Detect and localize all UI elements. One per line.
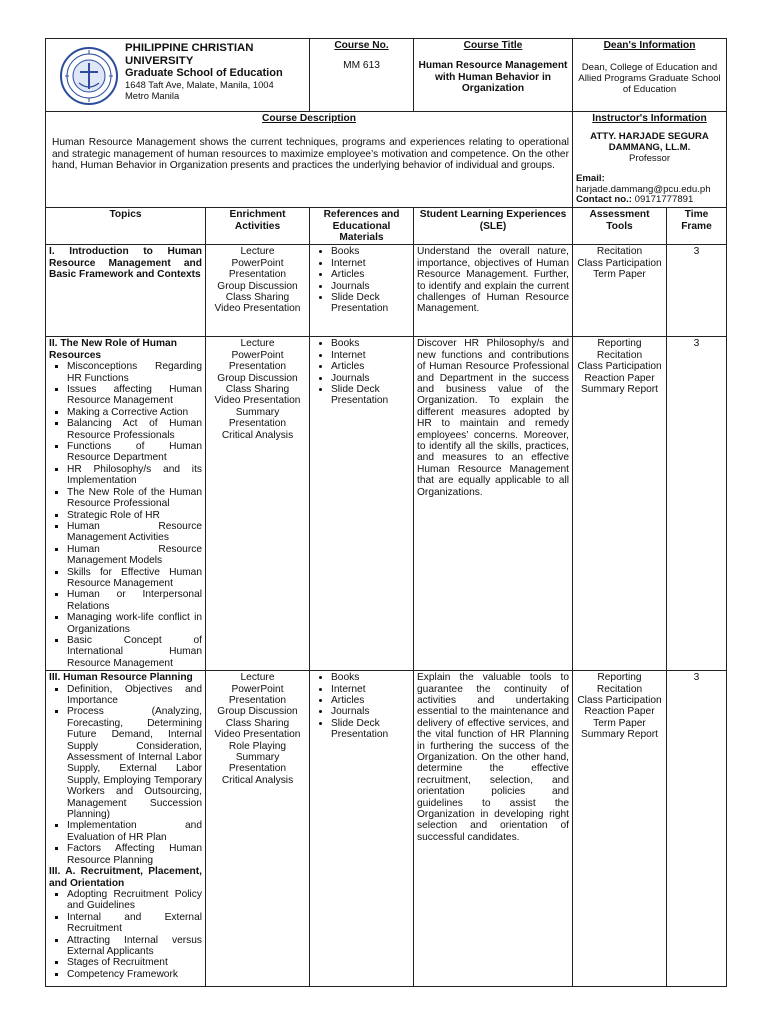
description-text: Human Resource Management shows the current techniques, programs and experiences relating to operational and strategic management of human resources to maximize employee’s motivation and competence. On the other hand, Human Behavior in Organization presents and practices the underlying behavior of individual and groups. bbox=[52, 137, 569, 172]
sle-text: Understand the overall nature, importance, objectives of Human Resource Management. Further, to identify and explain the current challenges of Human Resource Management. bbox=[414, 245, 573, 337]
col-topics: Topics bbox=[46, 208, 206, 245]
list-item: ▪ Skills for Effective Human Resource Management bbox=[67, 567, 202, 590]
list-item: PowerPoint Presentation bbox=[228, 257, 287, 281]
col-assessment: Assessment Tools bbox=[573, 208, 667, 245]
list-item: Reaction Paper bbox=[584, 706, 655, 718]
list-item: • Slide Deck Presentation bbox=[331, 718, 410, 741]
instructor-name: ATTY. HARJADE SEGURA DAMMANG, LL.M. bbox=[590, 131, 709, 154]
list-item: • Internet bbox=[331, 350, 410, 361]
dean-info: Dean, College of Education and Allied Programs Graduate School of Education bbox=[578, 62, 721, 95]
list-item: • Internet bbox=[331, 684, 410, 695]
list-item: • Slide Deck Presentation bbox=[331, 384, 410, 407]
list-item: Lecture bbox=[240, 246, 275, 258]
course-no-cell bbox=[310, 39, 414, 112]
dean-cell bbox=[573, 39, 727, 112]
list-item: Class Participation bbox=[577, 257, 662, 269]
list-item: Lecture bbox=[240, 338, 275, 350]
school-name: Graduate School of Education bbox=[125, 67, 283, 79]
assessment-list bbox=[573, 245, 667, 337]
list-item: ▪ HR Philosophy/s and its Implementation bbox=[67, 464, 202, 487]
description-cell bbox=[46, 112, 573, 208]
list-item: ▪ Adopting Recruitment Policy and Guidelines bbox=[67, 889, 202, 912]
list-item: Critical Analysis bbox=[221, 429, 294, 441]
time-frame: 3 bbox=[667, 671, 727, 987]
col-references: References and Educational Materials bbox=[310, 208, 414, 245]
list-item: Class Sharing bbox=[225, 292, 290, 304]
sle-text: Discover HR Philosophy/s and new functions and contributions of Human Resource Professional and Department in the success and business value of the Organization. To explain the different measures adopted by HR to maintain and remedy employees’ concerns. Moreover, to identify all the skills, practices, and measures to an effective Human Resource Management that are equally applicable to all Organizations. bbox=[414, 337, 573, 671]
list-item: Reporting bbox=[597, 338, 642, 350]
course-title-label: Course Title bbox=[463, 40, 523, 51]
list-item: • Articles bbox=[331, 695, 410, 706]
time-frame: 3 bbox=[667, 245, 727, 337]
university-cell bbox=[46, 39, 310, 112]
list-item: Term Paper bbox=[593, 717, 646, 729]
list-item: Video Presentation bbox=[214, 729, 301, 741]
list-item: ▪ Balancing Act of Human Resource Professionals bbox=[67, 418, 202, 441]
list-item: Video Presentation bbox=[214, 395, 301, 407]
list-item: Group Discussion bbox=[217, 706, 298, 718]
email-label: Email: bbox=[576, 172, 605, 184]
topic-cell bbox=[46, 671, 206, 987]
list-item: Summary Presentation bbox=[228, 406, 287, 430]
list-item: Recitation bbox=[596, 349, 643, 361]
topic-cell bbox=[46, 337, 206, 671]
list-item: ▪ Functions of Human Resource Department bbox=[67, 441, 202, 464]
list-item: Class Sharing bbox=[225, 717, 290, 729]
enrichment-list bbox=[206, 337, 310, 671]
list-item: • Articles bbox=[331, 361, 410, 372]
references-list bbox=[310, 245, 414, 337]
list-item: ▪ Human or Interpersonal Relations bbox=[67, 589, 202, 612]
list-item: Summary Presentation bbox=[228, 752, 287, 775]
list-item: Summary Report bbox=[581, 729, 658, 741]
dean-label: Dean's Information bbox=[603, 40, 696, 51]
course-title: Human Resource Management with Human Behavior in Organization bbox=[418, 60, 568, 95]
list-item: ▪ Strategic Role of HR bbox=[67, 510, 202, 521]
list-item: Reaction Paper bbox=[584, 372, 655, 384]
instructor-email: harjade.dammang@pcu.edu.ph bbox=[576, 183, 711, 195]
list-item: • Books bbox=[331, 338, 410, 349]
university-seal-icon bbox=[59, 46, 119, 106]
topic-title: II. The New Role of Human Resources bbox=[49, 338, 177, 361]
topic-title: I. Introduction to Human Resource Management and Basic Framework and Contexts bbox=[46, 245, 206, 337]
list-item: ▪ Managing work-life conflict in Organizations bbox=[67, 612, 202, 635]
list-item: • Books bbox=[331, 672, 410, 683]
list-item: Critical Analysis bbox=[221, 774, 294, 786]
description-row bbox=[46, 112, 727, 208]
list-item: ▪ The New Role of the Human Resource Professional bbox=[67, 487, 202, 510]
list-item: ▪ Factors Affecting Human Resource Planning bbox=[67, 843, 202, 866]
address-line-1: 1648 Taft Ave, Malate, Manila, 1004 bbox=[125, 79, 274, 90]
list-item: • Books bbox=[331, 246, 410, 257]
table-row bbox=[46, 671, 727, 987]
sle-text: Explain the valuable tools to guarantee the continuity of activities and undertaking essential to the maintenance and delivery of effective services, and the vital function of HR Planning in furthering the success of the Organization. On the other hand, determine the effective recruitment, selection, and orientation policies and guidelines to assist the Organization in developing right selection and orientation of successful candidates. bbox=[414, 671, 573, 987]
university-name: PHILIPPINE CHRISTIAN UNIVERSITY bbox=[125, 42, 254, 67]
enrichment-list bbox=[206, 671, 310, 987]
list-item: Role Playing bbox=[228, 740, 287, 752]
col-sle: Student Learning Experiences (SLE) bbox=[414, 208, 573, 245]
list-item: ▪ Stages of Recruitment bbox=[67, 957, 202, 968]
topic-title-b: III. A. Recruitment, Placement, and Orientation bbox=[49, 866, 202, 889]
list-item: • Internet bbox=[331, 258, 410, 269]
list-item: PowerPoint Presentation bbox=[228, 683, 287, 706]
list-item: Class Participation bbox=[577, 695, 662, 706]
list-item: Summary Report bbox=[581, 384, 658, 396]
list-item: ▪ Making a Corrective Action bbox=[67, 407, 202, 418]
list-item: ▪ Process (Analyzing, Forecasting, Determining Future Demand, Internal Supply Consideration, Assessment of Internal Labor Supply, External Labor Supply, Employing Temporary Workers and Outsourcing, Management Succession Planning) bbox=[67, 706, 202, 820]
list-item: ▪ Definition, Objectives and Importance bbox=[67, 684, 202, 707]
list-item: Video Presentation bbox=[214, 303, 301, 315]
list-item: Recitation bbox=[596, 246, 643, 258]
table-row bbox=[46, 337, 727, 671]
list-item: ▪ Basic Concept of International Human Resource Management bbox=[67, 635, 202, 669]
contact-label: Contact no.: bbox=[576, 194, 632, 206]
syllabus-table bbox=[45, 38, 727, 987]
address-line-2: Metro Manila bbox=[125, 89, 180, 101]
assessment-list bbox=[573, 337, 667, 671]
list-item: ▪ Issues affecting Human Resource Management bbox=[67, 384, 202, 407]
list-item: • Journals bbox=[331, 281, 410, 292]
list-item: ▪ Misconceptions Regarding HR Functions bbox=[67, 361, 202, 384]
col-enrichment: Enrichment Activities bbox=[206, 208, 310, 245]
list-item: ▪ Attracting Internal versus External Applicants bbox=[67, 935, 202, 958]
list-item: ▪ Implementation and Evaluation of HR Plan bbox=[67, 820, 202, 843]
list-item: Term Paper bbox=[593, 269, 646, 281]
list-item: Group Discussion bbox=[217, 280, 298, 292]
instructor-label: Instructor's Information bbox=[592, 113, 707, 124]
list-item: • Journals bbox=[331, 373, 410, 384]
column-header-row bbox=[46, 208, 727, 245]
list-item: • Journals bbox=[331, 706, 410, 717]
list-item: Group Discussion bbox=[217, 372, 298, 384]
references-list bbox=[310, 337, 414, 671]
enrichment-list bbox=[206, 245, 310, 337]
list-item: Class Sharing bbox=[225, 384, 290, 396]
list-item: • Articles bbox=[331, 269, 410, 280]
list-item: ▪ Competency Framework bbox=[67, 969, 202, 980]
course-no: MM 613 bbox=[343, 60, 380, 72]
list-item: Lecture bbox=[240, 672, 275, 684]
instructor-contact: 09171777891 bbox=[634, 194, 694, 206]
list-item: ▪ Human Resource Management Activities bbox=[67, 521, 202, 544]
list-item: • Slide Deck Presentation bbox=[331, 292, 410, 315]
topic-title: III. Human Resource Planning bbox=[49, 672, 193, 684]
references-list bbox=[310, 671, 414, 987]
instructor-cell bbox=[573, 112, 727, 208]
list-item: PowerPoint Presentation bbox=[228, 349, 287, 373]
header-row bbox=[46, 39, 727, 112]
course-title-cell bbox=[414, 39, 573, 112]
col-time: Time Frame bbox=[667, 208, 727, 245]
list-item: ▪ Human Resource Management Models bbox=[67, 544, 202, 567]
course-no-label: Course No. bbox=[334, 40, 389, 51]
list-item: Recitation bbox=[596, 683, 643, 695]
assessment-list bbox=[573, 671, 667, 987]
instructor-role: Professor bbox=[628, 153, 671, 164]
description-label: Course Description bbox=[262, 113, 356, 124]
list-item: ▪ Internal and External Recruitment bbox=[67, 912, 202, 935]
table-row bbox=[46, 245, 727, 337]
list-item: Reporting bbox=[597, 672, 642, 684]
time-frame: 3 bbox=[667, 337, 727, 671]
list-item: Class Participation bbox=[577, 361, 662, 373]
